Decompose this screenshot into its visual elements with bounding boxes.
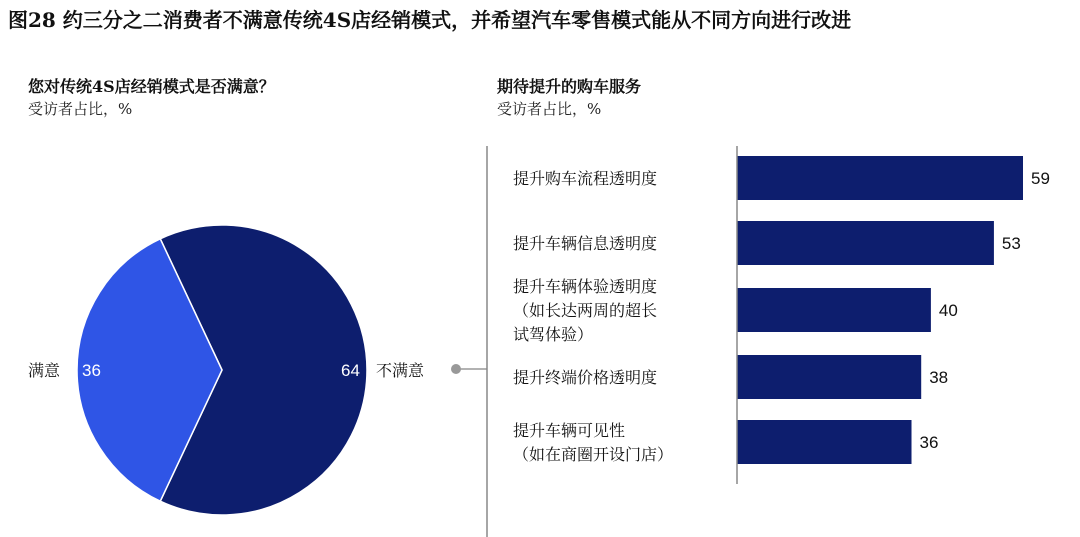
bar	[737, 420, 912, 464]
bar-value-label: 59	[1031, 169, 1050, 188]
pie-value-label: 64	[341, 361, 360, 380]
bar-category-label: 提升车辆信息透明度	[513, 234, 658, 253]
connector-dot	[451, 364, 461, 374]
bar-category-label: 提升购车流程透明度	[513, 169, 658, 188]
bar-category-label: （如在商圈开设门店）	[513, 445, 674, 464]
bar-category-label: （如长达两周的超长	[513, 301, 658, 320]
bar-category-label: 试驾体验）	[513, 325, 594, 344]
bar	[737, 156, 1023, 200]
bar-value-label: 53	[1001, 234, 1021, 253]
bar-value-label: 36	[919, 433, 939, 452]
pie-panel-title: 您对传统4S店经销模式是否满意？	[28, 77, 275, 96]
bar-panel-subtitle: 受访者占比，%	[497, 100, 602, 118]
bar	[737, 355, 921, 399]
bar-category-label: 提升车辆体验透明度	[513, 277, 658, 296]
bar-category-label: 提升终端价格透明度	[513, 368, 658, 387]
bar	[737, 288, 931, 332]
bar-panel-title: 期待提升的购车服务	[497, 77, 642, 96]
bar-value-label: 38	[929, 368, 949, 387]
bar	[737, 221, 994, 265]
pie-category-label: 满意	[28, 361, 61, 380]
pie-category-label: 不满意	[376, 361, 425, 380]
bar-value-label: 40	[938, 301, 958, 320]
figure-title: 图28 约三分之二消费者不满意传统4S店经销模式，并希望汽车零售模式能从不同方向进行改进	[8, 8, 852, 32]
bar-category-label: 提升车辆可见性	[513, 421, 626, 440]
pie-value-label: 36	[82, 361, 101, 380]
pie-panel-subtitle: 受访者占比，%	[28, 100, 133, 118]
